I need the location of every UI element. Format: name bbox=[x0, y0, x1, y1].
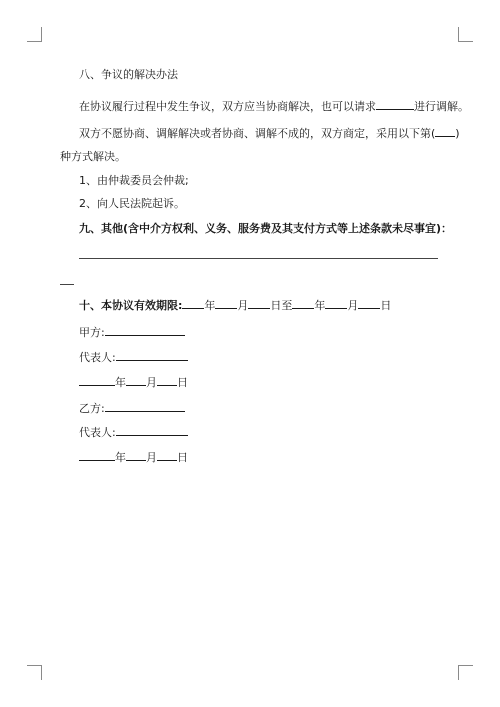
party-b-year-blank[interactable] bbox=[79, 449, 115, 461]
crop-mark-top-left bbox=[27, 27, 42, 42]
section9-fill-line[interactable] bbox=[79, 258, 438, 259]
section10-heading: 十、本协议有效期限: bbox=[79, 299, 183, 312]
party-a-day-label: 日 bbox=[177, 376, 188, 389]
end-year-label: 年 bbox=[314, 299, 326, 312]
party-b-day-blank[interactable] bbox=[157, 449, 177, 461]
section8-paragraph1 bbox=[79, 98, 469, 114]
party-b-year-label: 年 bbox=[115, 451, 126, 464]
party-a-date-row bbox=[79, 374, 188, 390]
start-year-blank[interactable] bbox=[182, 297, 204, 309]
party-b-label: 乙方: bbox=[79, 402, 105, 415]
end-day-blank[interactable] bbox=[358, 297, 380, 309]
party-a-month-label: 月 bbox=[146, 376, 157, 389]
end-year-blank[interactable] bbox=[292, 297, 314, 309]
start-month-blank[interactable] bbox=[215, 297, 237, 309]
mediator-blank[interactable] bbox=[376, 98, 414, 110]
party-b-month-blank[interactable] bbox=[126, 449, 146, 461]
p2-end: ) bbox=[455, 127, 460, 140]
section10-validity bbox=[79, 297, 391, 313]
option-court: 2、向人民法院起诉。 bbox=[79, 197, 185, 210]
section9-fill-line-cont[interactable] bbox=[60, 284, 74, 285]
party-a-month-blank[interactable] bbox=[126, 374, 146, 386]
party-b-date-row bbox=[79, 449, 188, 465]
party-b-rep-label: 代表人: bbox=[79, 426, 116, 439]
crop-mark-top-right bbox=[458, 27, 473, 42]
party-a-row bbox=[79, 324, 185, 340]
start-day-blank[interactable] bbox=[248, 297, 270, 309]
section8-paragraph2 bbox=[79, 125, 460, 141]
party-b-blank[interactable] bbox=[105, 400, 185, 412]
start-day-to-label: 日至 bbox=[270, 299, 293, 312]
party-a-rep-blank[interactable] bbox=[116, 349, 188, 361]
party-a-label: 甲方: bbox=[79, 326, 105, 339]
crop-mark-bottom-right bbox=[458, 665, 473, 680]
party-a-year-label: 年 bbox=[115, 376, 126, 389]
party-a-rep-row bbox=[79, 349, 188, 365]
start-month-label: 月 bbox=[237, 299, 249, 312]
party-a-blank[interactable] bbox=[105, 324, 185, 336]
party-a-rep-label: 代表人: bbox=[79, 351, 116, 364]
method-choice-blank[interactable] bbox=[435, 125, 455, 137]
party-b-rep-blank[interactable] bbox=[116, 424, 188, 436]
party-a-day-blank[interactable] bbox=[157, 374, 177, 386]
p1-start: 在协议履行过程中发生争议，双方应当协商解决，也可以请求 bbox=[79, 100, 376, 113]
party-b-rep-row bbox=[79, 424, 188, 440]
party-b-day-label: 日 bbox=[177, 451, 188, 464]
party-b-month-label: 月 bbox=[146, 451, 157, 464]
start-year-label: 年 bbox=[204, 299, 216, 312]
crop-mark-bottom-left bbox=[27, 665, 42, 680]
section8-paragraph2-cont: 种方式解决。 bbox=[60, 150, 126, 163]
option-arbitration: 1、由仲裁委员会仲裁; bbox=[79, 174, 189, 187]
end-day-label: 日 bbox=[380, 299, 392, 312]
section8-heading: 八、争议的解决办法 bbox=[79, 68, 178, 81]
p1-end: 进行调解。 bbox=[414, 100, 469, 113]
section9-heading: 九、其他(含中介方权利、义务、服务费及其支付方式等上述条款未尽事宜)： bbox=[79, 222, 453, 235]
end-month-blank[interactable] bbox=[325, 297, 347, 309]
p2-start: 双方不愿协商、调解解决或者协商、调解不成的，双方商定，采用以下第( bbox=[79, 127, 436, 140]
party-b-row bbox=[79, 400, 185, 416]
party-a-year-blank[interactable] bbox=[79, 374, 115, 386]
end-month-label: 月 bbox=[347, 299, 359, 312]
